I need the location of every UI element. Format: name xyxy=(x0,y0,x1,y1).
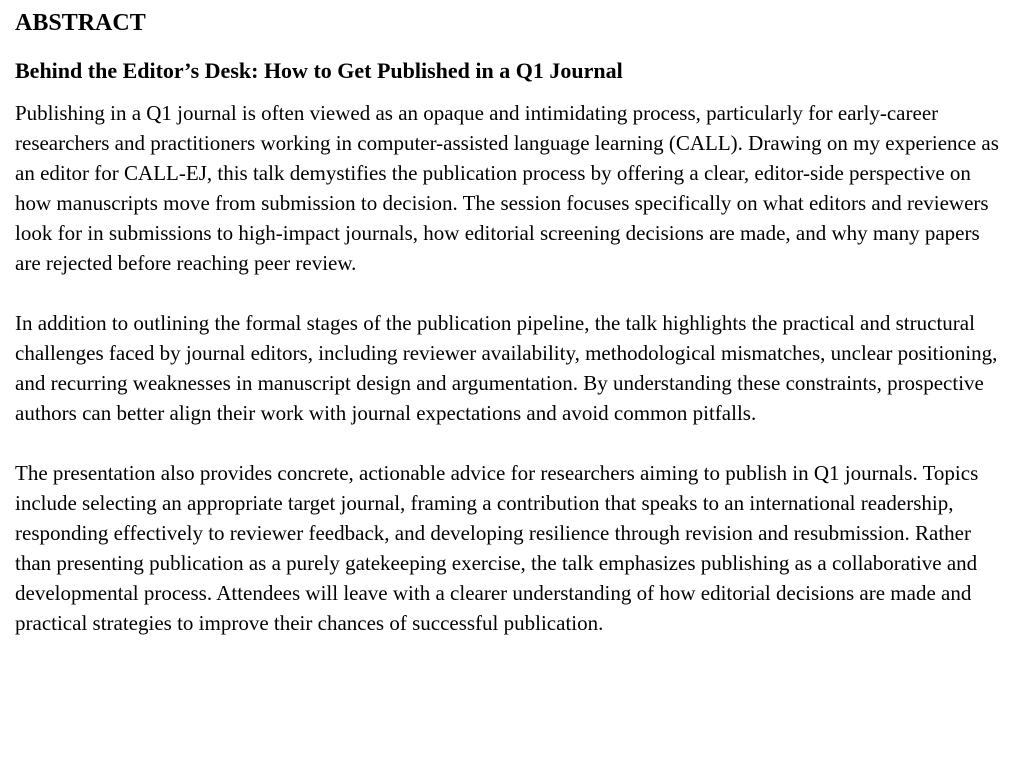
abstract-paragraph-1: Publishing in a Q1 journal is often viewed as an opaque and intimidating process, particularly for early-career researchers and practitioners working in computer-assisted language learning (CALL). Drawing on my experience as an editor for CALL-EJ, this talk demystifies the publication process by offering a clear, editor-side perspective on how manuscripts move from submission to decision. The session focuses specifically on what editors and reviewers look for in submissions to high-impact journals, how editorial screening decisions are made, and why many papers are rejected before reaching peer review. xyxy=(15,101,999,275)
section-heading: ABSTRACT xyxy=(15,10,146,36)
abstract-paragraph-2: In addition to outlining the formal stages of the publication pipeline, the talk highlights the practical and structural challenges faced by journal editors, including reviewer availability, methodological mismatches, unclear positioning, and recurring weaknesses in manuscript design and argumentation. By understanding these constraints, prospective authors can better align their work with journal expectations and avoid common pitfalls. xyxy=(15,311,998,425)
abstract-paragraph-3: The presentation also provides concrete, actionable advice for researchers aiming to publish in Q1 journals. Topics include selecting an appropriate target journal, framing a contribution that speaks to an international readership, responding effectively to reviewer feedback, and developing resilience through revision and resubmission. Rather than presenting publication as a purely gatekeeping exercise, the talk emphasizes publishing as a collaborative and developmental process. Attendees will leave with a clearer understanding of how editorial decisions are made and practical strategies to improve their chances of successful publication. xyxy=(15,461,979,635)
talk-title: Behind the Editor’s Desk: How to Get Published in a Q1 Journal xyxy=(15,58,623,83)
